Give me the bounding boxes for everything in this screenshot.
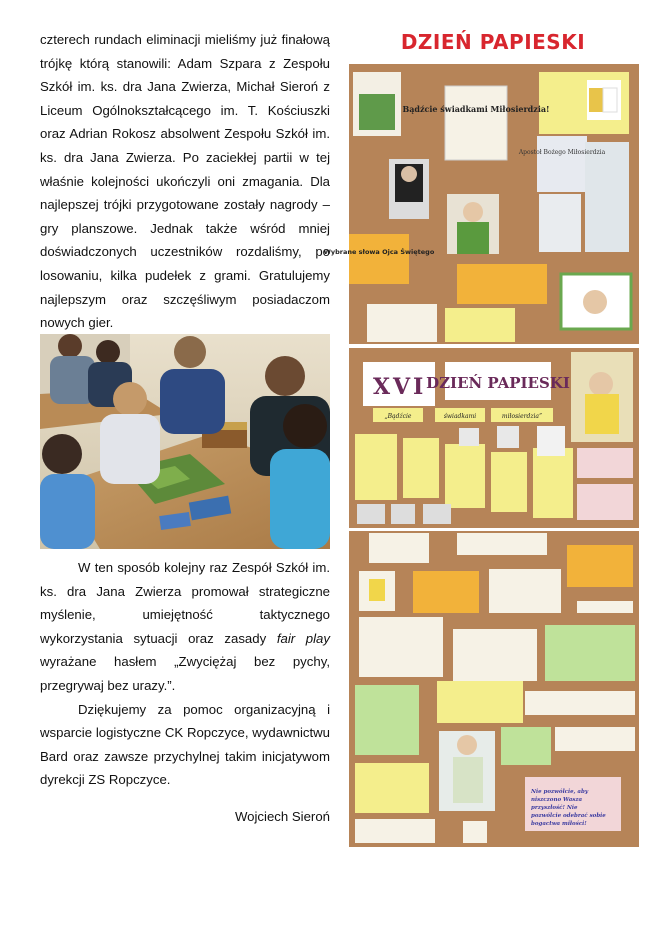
article-paragraph-2 [40, 556, 330, 698]
article-paragraph-1: czterech rundach eliminacji mieliśmy już finałową trójkę którą stanowili: Adam Szpara z Zespołu Szkół im. ks. dra Jana Zwierza, Michał Sieroń z Liceum Ogólnokształcącego im. T. Kościuszki oraz Adrian Rokosz absolwent Zespołu Szkół im. ks. dra Jana Zwierza. Po zaciekłej partii w tej właśnie kolejności ukończyli oni zmagania. Dla najlepszej trójki przygotowane zostały nagrody – gry planszowe. Jednak także wśród mniej doświadczonych uczestników rozdaliśmy, po losowaniu, kilka pudełek z grami. Gratulujemy najlepszym oraz szczęśliwym posiadaczom nowych gier. [40, 32, 330, 331]
pink-note-line-2: przyszłość! Nie [531, 805, 578, 811]
card-title-2: Apostoł Bożego Miłosierdzia [518, 149, 606, 156]
board-game-photo [40, 334, 330, 549]
motto-word-3: miłosierdzia” [501, 413, 543, 420]
roman-letter-v: V [393, 374, 411, 400]
card-title-1: Bądźcie świadkami Miłosierdzia! [402, 104, 550, 114]
fair-play-italic: fair play [276, 630, 330, 646]
pink-note-line-3: pozwólcie odebrać sobie [531, 813, 606, 819]
article-column [40, 28, 330, 335]
pink-note-line: Nie pozwólcie, aby [531, 789, 589, 795]
card-title-3: Wybrane słowa Ojca Świętego [323, 248, 435, 256]
author-signature: Wojciech Sieroń [234, 809, 330, 824]
display-board-photo-3 [349, 531, 639, 847]
roman-letter-x: X [373, 374, 391, 400]
display-board-photo-2 [349, 348, 639, 528]
section-heading: DZIEŃ PAPIESKI [400, 30, 586, 54]
motto-word-2: świadkami [443, 413, 477, 420]
board-title: DZIEŃ PAPIESKI [426, 374, 570, 392]
article-bottom-block [40, 556, 330, 792]
pink-note-line-1: niszczono Wasza [531, 797, 583, 803]
article-paragraph-3: Dziękujemy za pomoc organizacyjną i wsparcie logistyczne CK Ropczyce, wydawnictwu Bard oraz zawsze przychylnej takim inicjatywom dyrekcji ZS Ropczyce. [40, 701, 330, 788]
roman-letter-i: I [413, 374, 424, 400]
motto-word-1: „Bądźcie [384, 413, 412, 420]
paragraph-2-start: W ten sposób kolejny raz Zespół Szkół im. ks. dra Jana Zwierza promował strategiczne myślenie, umiejętność taktycznego wykorzystania sytuacji oraz zasady [40, 560, 330, 646]
pink-note-line-4: bogactwa miłości! [531, 821, 587, 827]
display-board-photo-1 [323, 64, 639, 344]
paragraph-2-end: wyrażane hasłem „Zwyciężaj bez pychy, przegrywaj bez urazy.”. [40, 654, 330, 693]
